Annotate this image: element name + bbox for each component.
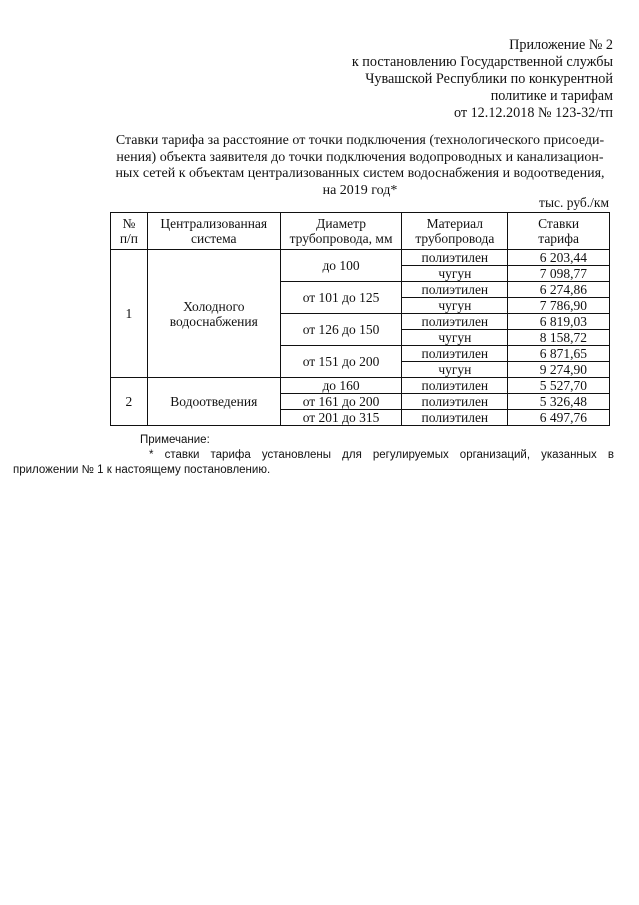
title-line: на 2019 год* [322,182,398,198]
header-line: к постановлению Государственной службы [351,54,613,70]
cell-rate: 7 098,77 [508,266,610,282]
cell-rate: 6 203,44 [508,250,610,266]
cell-diameter: от 101 до 125 [280,282,402,314]
title-line: Ставки тарифа за расстояние от точки подключения (технологического присоеди- [115,133,605,148]
unit-label: тыс. руб./км [539,195,609,210]
cell-material: полиэтилен [402,346,508,362]
header-line: от 12.12.2018 № 123-32/тп [453,105,613,121]
header-rate: Ставки тарифа [508,213,610,250]
tariff-table [110,212,610,426]
cell-no: 1 [111,250,148,378]
header-material: Материал трубопровода [402,213,508,250]
cell-rate: 8 158,72 [508,330,610,346]
cell-rate: 6 819,03 [508,314,610,330]
cell-material: полиэтилен [402,394,508,410]
cell-rate: 6 871,65 [508,346,610,362]
title-line: ных сетей к объектам централизованных систем водоснабжения и водоотведения, [115,166,605,181]
cell-rate: 5 326,48 [508,394,610,410]
cell-rate: 9 274,90 [508,362,610,378]
cell-material: полиэтилен [402,378,508,394]
cell-material: чугун [402,330,508,346]
cell-material: чугун [402,298,508,314]
table-row [111,250,610,266]
cell-diameter: до 160 [280,378,402,394]
table-header-row [111,213,610,250]
header-line: Приложение № 2 [509,37,613,53]
title-line: нения) объекта заявителя до точки подключения водопроводных и канализацион- [116,149,604,165]
header-line: Чувашской Республики по конкурентной [365,71,613,87]
header-system: Централизованная система [147,213,280,250]
cell-diameter: от 126 до 150 [280,314,402,346]
table-row [111,378,610,394]
appendix-header [313,37,613,122]
cell-rate: 5 527,70 [508,378,610,394]
cell-diameter: от 201 до 315 [280,410,402,426]
cell-rate: 7 786,90 [508,298,610,314]
cell-rate: 6 274,86 [508,282,610,298]
header-diameter: Диаметр трубопровода, мм [280,213,402,250]
cell-material: полиэтилен [402,410,508,426]
footnote [13,433,614,478]
cell-material: полиэтилен [402,250,508,266]
header-line: политике и тарифам [490,88,613,104]
cell-diameter: от 151 до 200 [280,346,402,378]
cell-no: 2 [111,378,148,426]
cell-rate: 6 497,76 [508,410,610,426]
cell-system: Водоотведения [147,378,280,426]
cell-material: полиэтилен [402,282,508,298]
document-title [110,133,610,199]
note-label: Примечание: [140,434,210,446]
cell-system: Холодного водоснабжения [147,250,280,378]
cell-material: чугун [402,266,508,282]
cell-material: полиэтилен [402,314,508,330]
cell-diameter: до 100 [280,250,402,282]
cell-diameter: от 161 до 200 [280,394,402,410]
cell-material: чугун [402,362,508,378]
header-no: № п/п [111,213,148,250]
note-text: * ставки тарифа установлены для регулируемых организаций, указанных в приложении № 1 к настоящему постановлению. [13,449,614,476]
